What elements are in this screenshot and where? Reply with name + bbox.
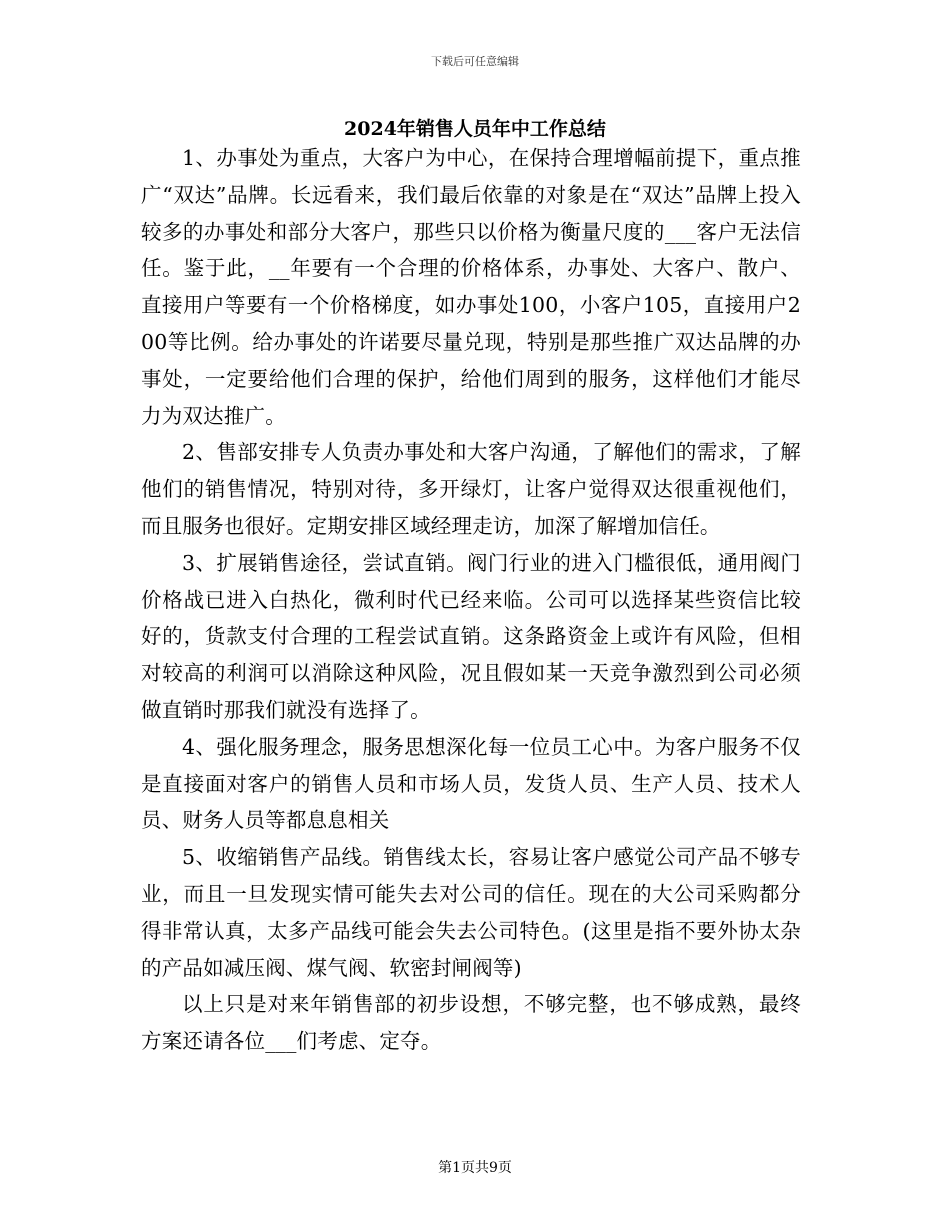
header-note: 下载后可任意编辑 xyxy=(431,55,519,68)
page-indicator: 第1页共9页 xyxy=(438,1160,512,1176)
document-title: 2024年销售人员年中工作总结 xyxy=(344,118,606,140)
paragraph-conclusion: 以上只是对来年销售部的初步设想，不够完整，也不够成熟，最终方案还请各位___们考虑、定夺。 xyxy=(141,992,801,1054)
document-body xyxy=(141,140,801,1060)
paragraph-2: 2、售部安排专人负责办事处和大客户沟通，了解他们的需求，了解他们的销售情况，特别对待，多开绿灯，让客户觉得双达很重视他们，而且服务也很好。定期安排区域经理走访，加深了解增加信任。 xyxy=(141,440,801,538)
paragraph-1: 1、办事处为重点，大客户为中心，在保持合理增幅前提下，重点推广“双达”品牌。长远看来，我们最后依靠的对象是在“双达”品牌上投入较多的办事处和部分大客户，那些只以价格为衡量尺度的___客户无法信任。鉴于此，__年要有一个合理的价格体系，办事处、大客户、散户、直接用户等要有一个价格梯度，如办事处100，小客户105，直接用户200等比例。给办事处的许诺要尽量兑现，特别是那些推广双达品牌的办事处，一定要给他们合理的保护，给他们周到的服务，这样他们才能尽力为双达推广。 xyxy=(141,146,801,428)
paragraph-5: 5、收缩销售产品线。销售线太长，容易让客户感觉公司产品不够专业，而且一旦发现实情可能失去对公司的信任。现在的大公司采购都分得非常认真，太多产品线可能会失去公司特色。(这里是指不要外协太杂的产品如减压阀、煤气阀、软密封闸阀等) xyxy=(141,845,801,980)
paragraph-4: 4、强化服务理念，服务思想深化每一位员工心中。为客户服务不仅是直接面对客户的销售人员和市场人员，发货人员、生产人员、技术人员、财务人员等都息息相关 xyxy=(141,734,801,833)
paragraph-3: 3、扩展销售途径，尝试直销。阀门行业的进入门槛很低，通用阀门价格战已进入白热化，微利时代已经来临。公司可以选择某些资信比较好的，货款支付合理的工程尝试直销。这条路资金上或许有风险，但相对较高的利润可以消除这种风险，况且假如某一天竞争激烈到公司必须做直销时那我们就没有选择了。 xyxy=(141,550,801,722)
